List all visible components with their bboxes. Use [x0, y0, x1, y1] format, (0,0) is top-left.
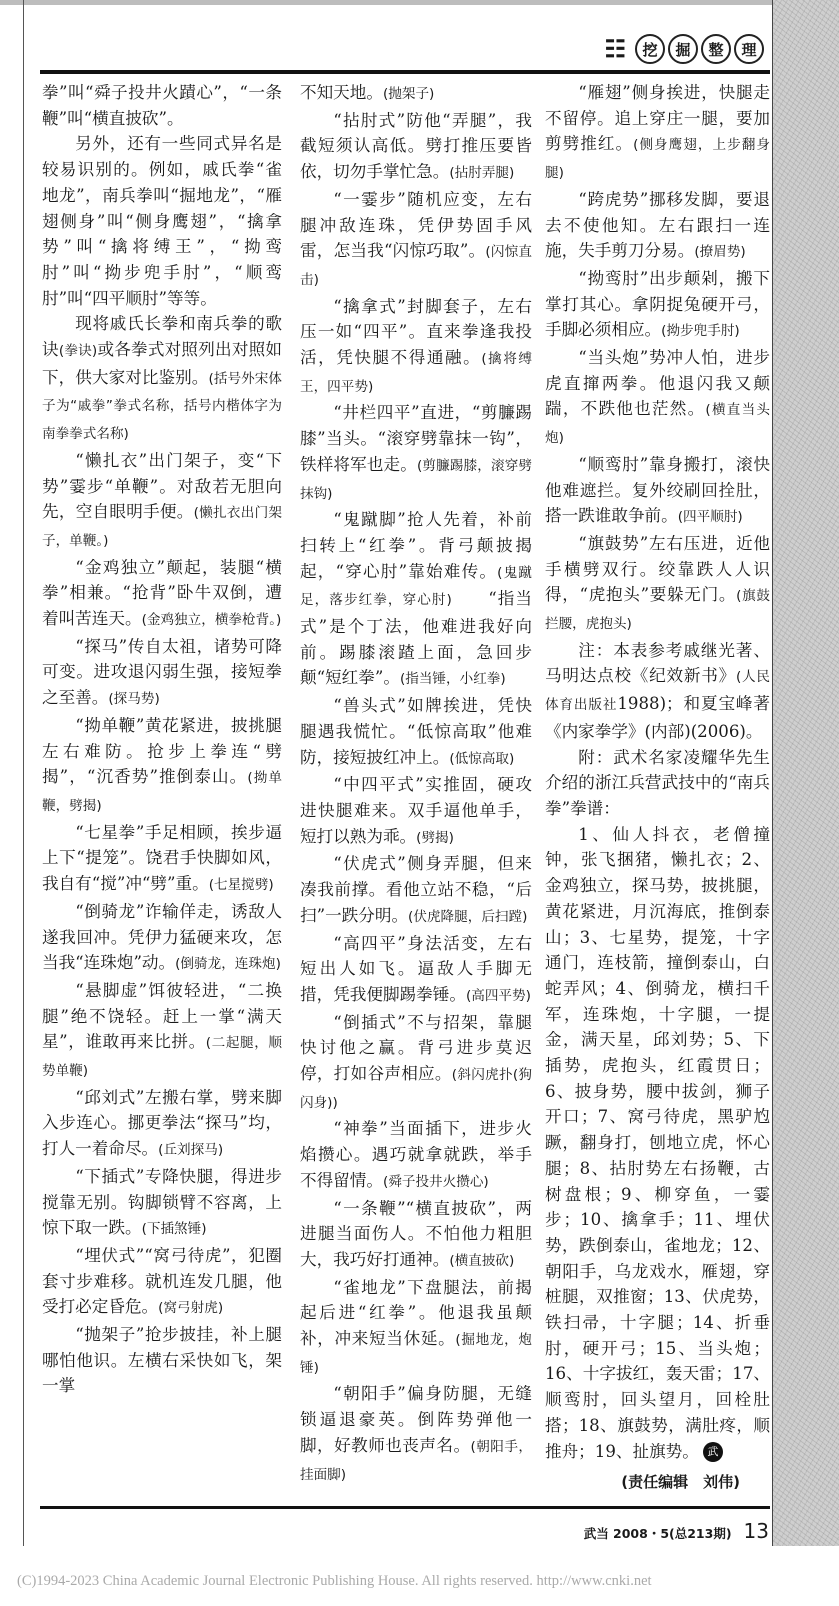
trigram-icon: ☷ [604, 34, 626, 63]
annotation-text: (抛架子) [382, 86, 435, 102]
annotation-text: (伏虎降腿，后扫蹚) [408, 908, 528, 925]
page-footer [0, 1519, 839, 1545]
paragraph [545, 822, 770, 1465]
paragraph [42, 80, 282, 131]
paragraph [300, 80, 532, 108]
body-text: “拗鸾肘”出步颠剁，搬下掌打其心。拿阴捉兔硬开弓，手脚必须相应。 [545, 268, 770, 340]
body-text: “一霎步”随机应变，左右腿冲敌连珠，凭伊势固手风雷，怎当我“闪惊巧取”。 [300, 189, 532, 261]
editor-credit: (责任编辑 刘伟) [621, 1473, 740, 1492]
paragraph [42, 634, 282, 713]
body-text: “探马”传自太祖，诸势可降可变。进攻退闪弱生强，接短拳之至善。 [42, 636, 282, 708]
issue-label: 武当 2008・5(总213期) [583, 1525, 732, 1541]
paragraph [42, 448, 282, 555]
body-text: “雀地龙”下盘腿法，前揭起后进“红拳”。他退我虽颠补，冲来短当休延。 [300, 1277, 532, 1349]
paragraph [545, 80, 770, 187]
annotation-text: (低惊高取) [449, 750, 515, 767]
annotation-text: (七星搅劈) [208, 877, 274, 894]
paragraph [42, 311, 282, 448]
body-text: 或各拳式对照列出对照如下，供大家对比鉴别。 [42, 340, 283, 387]
paragraph [545, 745, 770, 822]
annotation-text: (窝弓射虎) [158, 1300, 224, 1317]
annotation-text: (剪臁踢膝，滚穿劈抹钩) [300, 457, 533, 502]
annotation-text: (舜子投井火攒心) [382, 1173, 489, 1190]
paragraph [300, 507, 532, 693]
body-text: “悬脚虚”饵彼轻进，“二换腿”绝不饶轻。赶上一掌“满天星”，谁敢再来比拼。 [42, 980, 282, 1052]
paragraph [42, 1164, 282, 1243]
annotation-text: (下插煞锤) [141, 1221, 207, 1238]
body-text: “雁翅”侧身挨进，快腿走不留停。追上穿庄一腿，要加剪劈推红。 [545, 83, 770, 154]
body-text: “倒插式”不与招架，靠腿快讨他之赢。背弓进步莫迟停，打如谷声相应。 [300, 1012, 532, 1084]
annotation-text: (丘刘探马) [158, 1142, 224, 1159]
body-text: “中四平式”实推固，硬攻进快腿难来。双手逼他单手，短打以熟为乖。 [300, 775, 532, 846]
annotation-text: (横直当头炮) [545, 402, 770, 447]
bottom-rule [40, 1506, 770, 1509]
body-text: 注：本表参考戚继光著、马明达点校《纪效新书》 [545, 640, 770, 686]
seal-char: 整 [701, 34, 731, 64]
section-header [0, 34, 839, 64]
annotation-text: (二起腿，顺势单鞭) [42, 1035, 283, 1080]
column-1 [42, 80, 282, 1399]
annotation-text: (拗步兜手肘) [661, 323, 740, 340]
paragraph [42, 555, 282, 634]
copyright-notice: (C)1994-2023 China Academic Journal Electronic Publishing House. All rights reserved. http://www.cnki.net [17, 1572, 652, 1589]
annotation-text: (劈揭) [416, 829, 454, 846]
annotation-text: (括号外宋体子为“戚拳”拳式名称，括号内楷体字为南拳拳式名称) [42, 370, 283, 443]
body-text: 另外，还有一些同式异名是较易识别的。例如，戚氏拳“雀地龙”，南兵拳叫“掘地龙”，“雁翅侧身”叫“侧身鹰翅”，“擒拿势”叫“擒将缚王”，“拗鸾肘”叫“拗步兜手肘”，“顺鸾肘”叫“四平顺肘”等等。 [42, 134, 282, 308]
body-text: “懒扎衣”出门架子，变“下势”霎步“单鞭”。对敌若无胆向先，空自眼明手便。 [42, 450, 282, 522]
annotation-text: (撩眉势) [694, 244, 746, 261]
annotation-text: (侧身鹰翅，上步翻身腿) [545, 137, 770, 182]
annotation-text: (倒骑龙，连珠炮) [175, 956, 281, 973]
body-text: “神拳”当面插下，进步火焰攒心。遇巧就拿就跌，举手不得留情。 [300, 1119, 532, 1190]
paragraph [42, 1085, 282, 1164]
body-text: “倒骑龙”诈输佯走，诱敌人遂我回冲。凭伊力猛硬来攻，怎当我“连珠炮”动。 [42, 901, 282, 973]
annotation-text: (掘地龙，炮锤) [300, 1332, 532, 1376]
page-number: 13 [743, 1518, 769, 1543]
paragraph [300, 772, 532, 851]
annotation-text: (指当锤，小红拳) [399, 671, 506, 688]
paragraph [300, 1381, 532, 1488]
annotation-text: (斜闪虎扑(狗闪身)) [300, 1067, 533, 1111]
body-text: “一条鞭”“横直披砍”，两进腿当面伤人。不怕他力粗胆大，我巧好打通神。 [300, 1198, 532, 1269]
body-text: “下插式”专降快腿，得进步搅靠无别。钩脚锁臂不容离，上惊下取一跌。 [42, 1166, 282, 1238]
body-text: “兽头式”如牌挨进，凭快腿遇我慌忙。“低惊高取”他难防，接短披红冲上。 [300, 696, 532, 767]
paragraph [300, 1196, 532, 1275]
paragraph [545, 531, 770, 638]
paragraph [545, 266, 770, 345]
body-text: “指当式”是个丁法，他难进我好向前。踢膝滚蹅上面，急回步颠“短红拳”。 [300, 589, 532, 688]
body-text: “高四平”身法活变，左右短出人如飞。逼敌人手脚无措，凭我便脚踢拳锤。 [300, 933, 532, 1004]
paragraph [42, 978, 282, 1085]
annotation-text: (闪惊直击) [300, 244, 532, 288]
end-mark-icon: 武 [703, 1442, 723, 1462]
annotation-text: (高四平势) [465, 987, 531, 1004]
paragraph [300, 931, 532, 1010]
body-text: “抛架子”抢步披挂，补上腿哪怕他识。左横右采快如飞，架一掌 [42, 1325, 282, 1396]
paragraph [300, 108, 532, 187]
annotation-text: (拳诀) [58, 343, 98, 360]
annotation-text: (拈肘弄腿) [449, 165, 515, 182]
annotation-text: (拗单鞭，劈揭) [42, 770, 282, 814]
seal-char: 掘 [668, 34, 698, 64]
body-text: 附：武术名家凌耀华先生介绍的浙江兵营武技中的“南兵拳”拳谱： [545, 747, 770, 818]
top-rule [40, 70, 770, 74]
body-text: “伏虎式”侧身弄腿，但来凑我前撑。看他立站不稳，“后扫”一跌分明。 [300, 854, 532, 925]
paragraph [300, 187, 532, 294]
annotation-text: (探马势) [108, 691, 160, 708]
annotation-text: (四平顺肘) [677, 509, 743, 526]
body-text: “擒拿式”封脚套子，左右压一如“四平”。直来拳逢我投活，凭快腿不得通融。 [300, 296, 532, 368]
paragraph [545, 345, 770, 452]
annotation-text: (人民体育出版社 [545, 669, 770, 714]
seal-char: 理 [734, 34, 764, 64]
article-columns [0, 80, 839, 1496]
body-text: “拈肘式”防他“弄腿”，我截短须认高低。劈打推压要皆依，切勿手掌忙急。 [300, 110, 532, 182]
paragraph [300, 851, 532, 930]
seal-char: 挖 [635, 34, 665, 64]
body-text: “金鸡独立”颠起，装腿“横拳”相兼。“抢背”卧牛双倒，遭着叫苦连天。 [42, 557, 282, 629]
body-text: 现将戚氏长拳和南兵拳的歌诀 [42, 314, 282, 360]
body-text: “鬼蹴脚”抢人先着，补前扫转上“红拳”。背弓颠披揭起，“穿心肘”靠始难传。 [300, 510, 532, 581]
paragraph [42, 1243, 282, 1322]
body-text: 1、仙人抖衣，老僧撞钟，张飞捆猪，懒扎衣；2、金鸡独立，探马势，披挑腿，黄花紧进，月沉海底，推倒泰山；3、七星势，提笼，十字通门，连枝箭，撞倒泰山，白蛇弄风；4、倒骑龙，横扫千军，连珠炮，十字腿，一提金，满天星，邱刘势；5、下插势，虎抱头，红霞贯日；6、披身势，腰中拔剑，狮子开口；7、窝弓待虎，黑驴尥蹶，翻身打，刨地立虎，怀心腿；8、拈肘势左右扬鞭，古树盘根；9、柳穿鱼，一霎步；10、擒拿手；11、埋伏势，跌倒泰山，雀地龙；12、朝阳手，乌龙戏水，雁翅，穿桩腿，双推窗；13、伏虎势，铁扫帚，十字腿；14、折垂肘，硬开弓；15、当头炮；16、十字拔红，轰天雷；17、顺鸾肘，回头望月，回栓肚搭；18、旗鼓势，满肚疼，顺推舟；19、扯旗势。 [545, 824, 770, 1461]
body-text: “当头炮”势冲人怕，进步虎直撺两拳。他退闪我又颠踹，不跌他也茫然。 [545, 348, 770, 419]
paragraph [42, 820, 282, 899]
body-text: “拗单鞭”黄花紧进，披挑腿左右难防。抢步上拳连“劈揭”，“沉香势”推倒泰山。 [42, 715, 282, 787]
body-text: “邱刘式”左搬右掌，劈来脚入步连心。挪更拳法“探马”均，打人一着命尽。 [42, 1087, 282, 1159]
paragraph [300, 693, 532, 772]
annotation-text: (鬼蹴足，落步红拳，穿心肘) [300, 564, 533, 609]
body-text: “埋伏式”“窝弓待虎”，犯圈套寸步难移。就机连发几腿，他受打必定昏危。 [42, 1245, 282, 1317]
paragraph [300, 1275, 532, 1382]
annotation-text: (朝阳手，挂面脚) [300, 1438, 532, 1483]
body-text: “七星拳”手足相顾，挨步逼上下“提笼”。饶君手快脚如风，我自有“搅”冲“劈”重。 [42, 822, 282, 894]
paragraph [300, 294, 532, 401]
paragraph [545, 638, 770, 745]
annotation-text: (金鸡独立，横拳枪背。) [141, 612, 282, 629]
paragraph [300, 1010, 532, 1117]
column-2 [300, 80, 532, 1488]
body-text: “井栏四平”直进，“剪臁踢膝”当头。“滚穿劈靠抹一钩”，铁样将军也走。 [300, 403, 532, 474]
paragraph [42, 899, 282, 978]
paragraph [545, 452, 770, 531]
body-text: 不知天地。 [300, 83, 383, 102]
annotation-text: (懒扎衣出门架子，单鞭。) [42, 505, 283, 549]
annotation-text: (擒将缚王，四平势) [300, 351, 533, 395]
paragraph [42, 1322, 282, 1399]
paragraph [42, 713, 282, 820]
body-text: 1988)；和夏宝峰著《内家拳学》(内部)(2006)。 [545, 694, 770, 741]
paragraph [42, 131, 282, 311]
body-text: “跨虎势”挪移发脚，要退去不使他知。左右跟扫一连施，失手剪刀分易。 [545, 189, 770, 261]
paragraph [300, 1116, 532, 1195]
paragraph [300, 400, 532, 507]
annotation-text: (旗鼓拦腰，虎抱头) [545, 588, 771, 633]
body-text: 拳”叫“舜子投井火蹟心”，“一条鞭”叫“横直披砍”。 [42, 83, 282, 128]
paragraph [545, 187, 770, 266]
annotation-text: (横直披砍) [449, 1252, 515, 1269]
body-text: “旗鼓势”左右压进，近他手横劈双行。绞靠跌人人识得，“虎抱头”要躲无门。 [545, 533, 770, 605]
body-text: “顺鸾肘”靠身搬打，滚快他难遮拦。复外绞刷回拴肚，搭一跌谁敢争前。 [545, 454, 770, 526]
body-text: “朝阳手”偏身防腿，无缝锁逼退豪英。倒阵势弹他一脚，好教师也丧声名。 [300, 1384, 532, 1455]
column-3 [545, 80, 770, 1496]
